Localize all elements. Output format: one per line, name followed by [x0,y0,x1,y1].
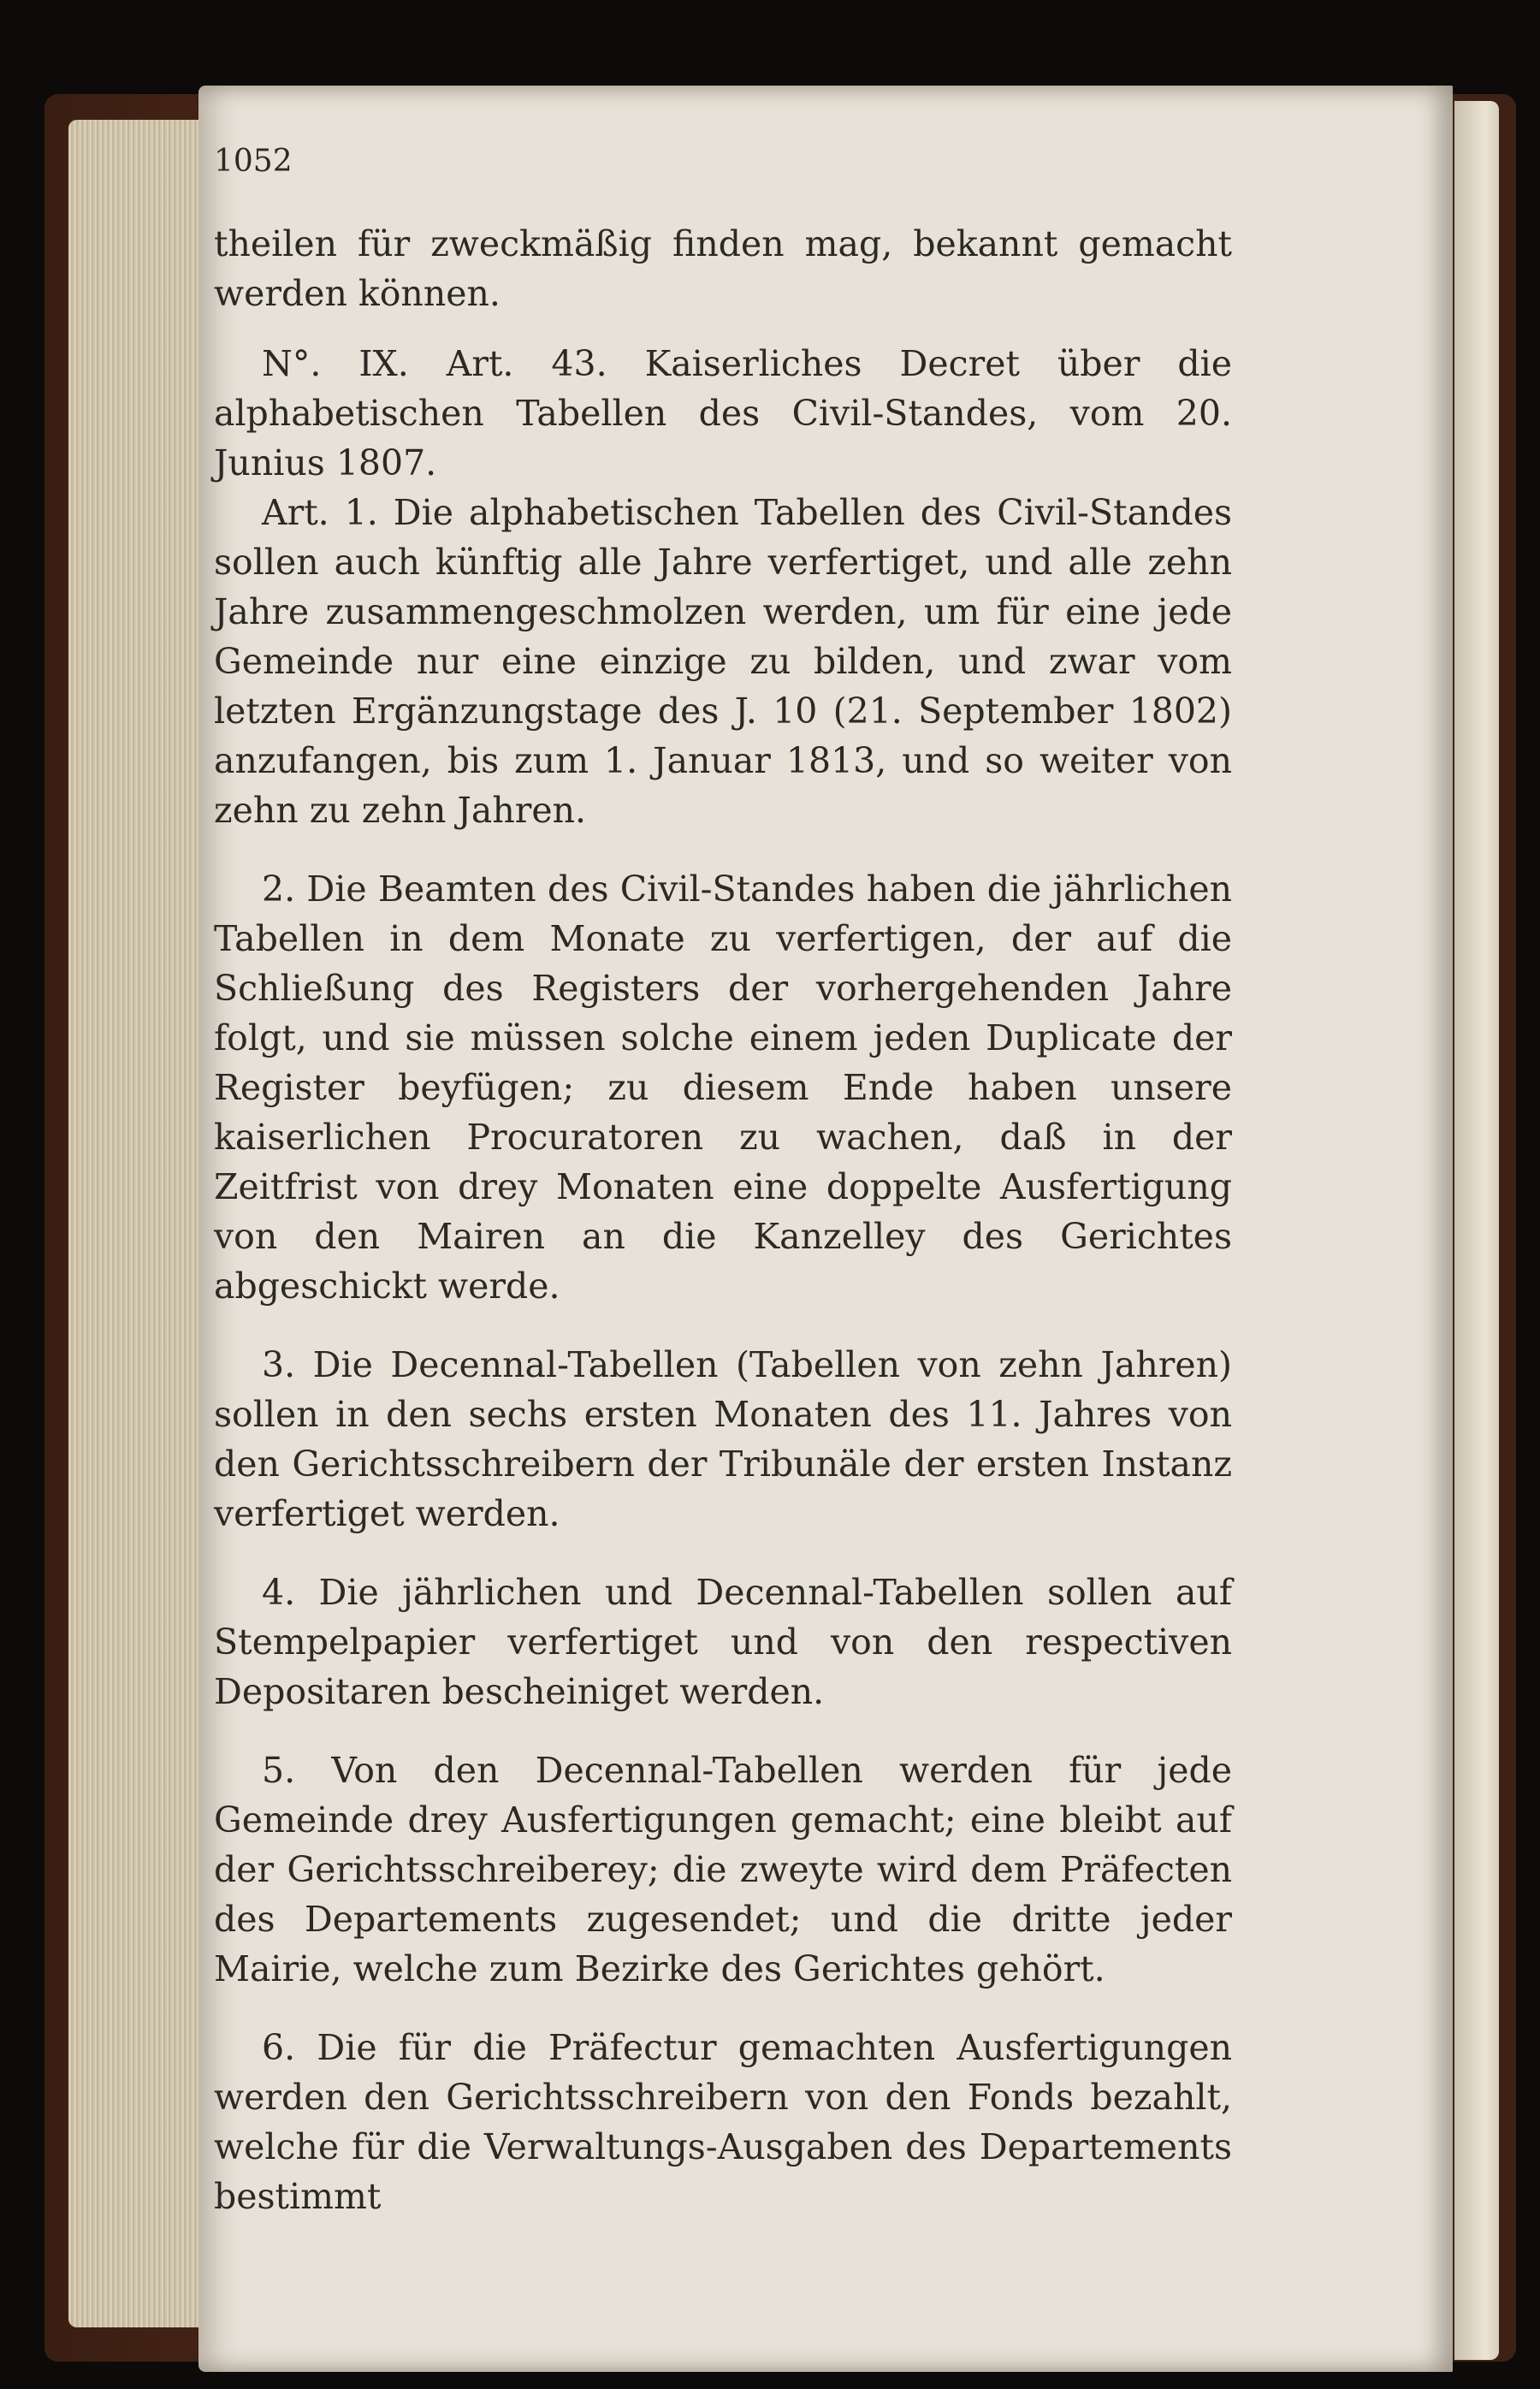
article-6: 6. Die für die Präfectur gemachten Ausfertigungen werden den Gerichtsschreibern von den Fonds bezahlt, welche für die Verwaltungs-Ausgaben des Departements bestimmt [214,2027,1232,2217]
page-text [214,137,1232,2221]
article-4: 4. Die jährlichen und Decennal-Tabellen sollen auf Stempelpapier verfertiget und von den respectiven Depositaren bescheiniget werden. [214,1572,1232,1712]
facing-page-edge [1454,101,1499,2360]
article-5: 5. Von den Decennal-Tabellen werden für jede Gemeinde drey Ausfertigungen gemacht; eine bleibt auf der Gerichtsschreiberey; die zweyte wird dem Präfecten des Departements zugesendet; und die dritte jeder Mairie, welche zum Bezirke des Gerichtes gehört. [214,1750,1232,1989]
page-number: 1052 [214,144,293,179]
article-2: 2. Die Beamten des Civil-Standes haben die jährlichen Tabellen in dem Monate zu verfertigen, der auf die Schließung des Registers der vorhergehenden Jahre folgt, und sie müssen solche einem jeden Duplicate der Register beyfügen; zu diesem Ende haben unsere kaiserlichen Procuratoren zu wachen, daß in der Zeitfrist von drey Monaten eine doppelte Ausfertigung von den Mairen an die Kanzelley des Gerichtes abgeschickt werde. [214,868,1232,1307]
page-edges [68,120,214,2327]
article-1: Art. 1. Die alphabetischen Tabellen des Civil-Standes sollen auch künftig alle Jahre verfertiget, und alle zehn Jahre zusammengeschmolzen werden, um für eine jede Gemeinde nur eine einzige zu bilden, und zwar vom letzten Ergänzungstage des J. 10 (21. September 1802) anzufangen, bis zum 1. Januar 1813, und so weiter von zehn zu zehn Jahren. [214,492,1232,831]
paragraph: theilen für zweckmäßig finden mag, bekannt gemacht werden können. [214,223,1232,314]
decree-heading: N°. IX. Art. 43. Kaiserliches Decret über die alphabetischen Tabellen des Civil-Standes, vom 20. Junius 1807. [214,343,1232,483]
article-3: 3. Die Decennal-Tabellen (Tabellen von zehn Jahren) sollen in den sechs ersten Monaten des 11. Jahres von den Gerichtsschreibern der Tribunäle der ersten Instanz verfertiget werden. [214,1344,1232,1534]
